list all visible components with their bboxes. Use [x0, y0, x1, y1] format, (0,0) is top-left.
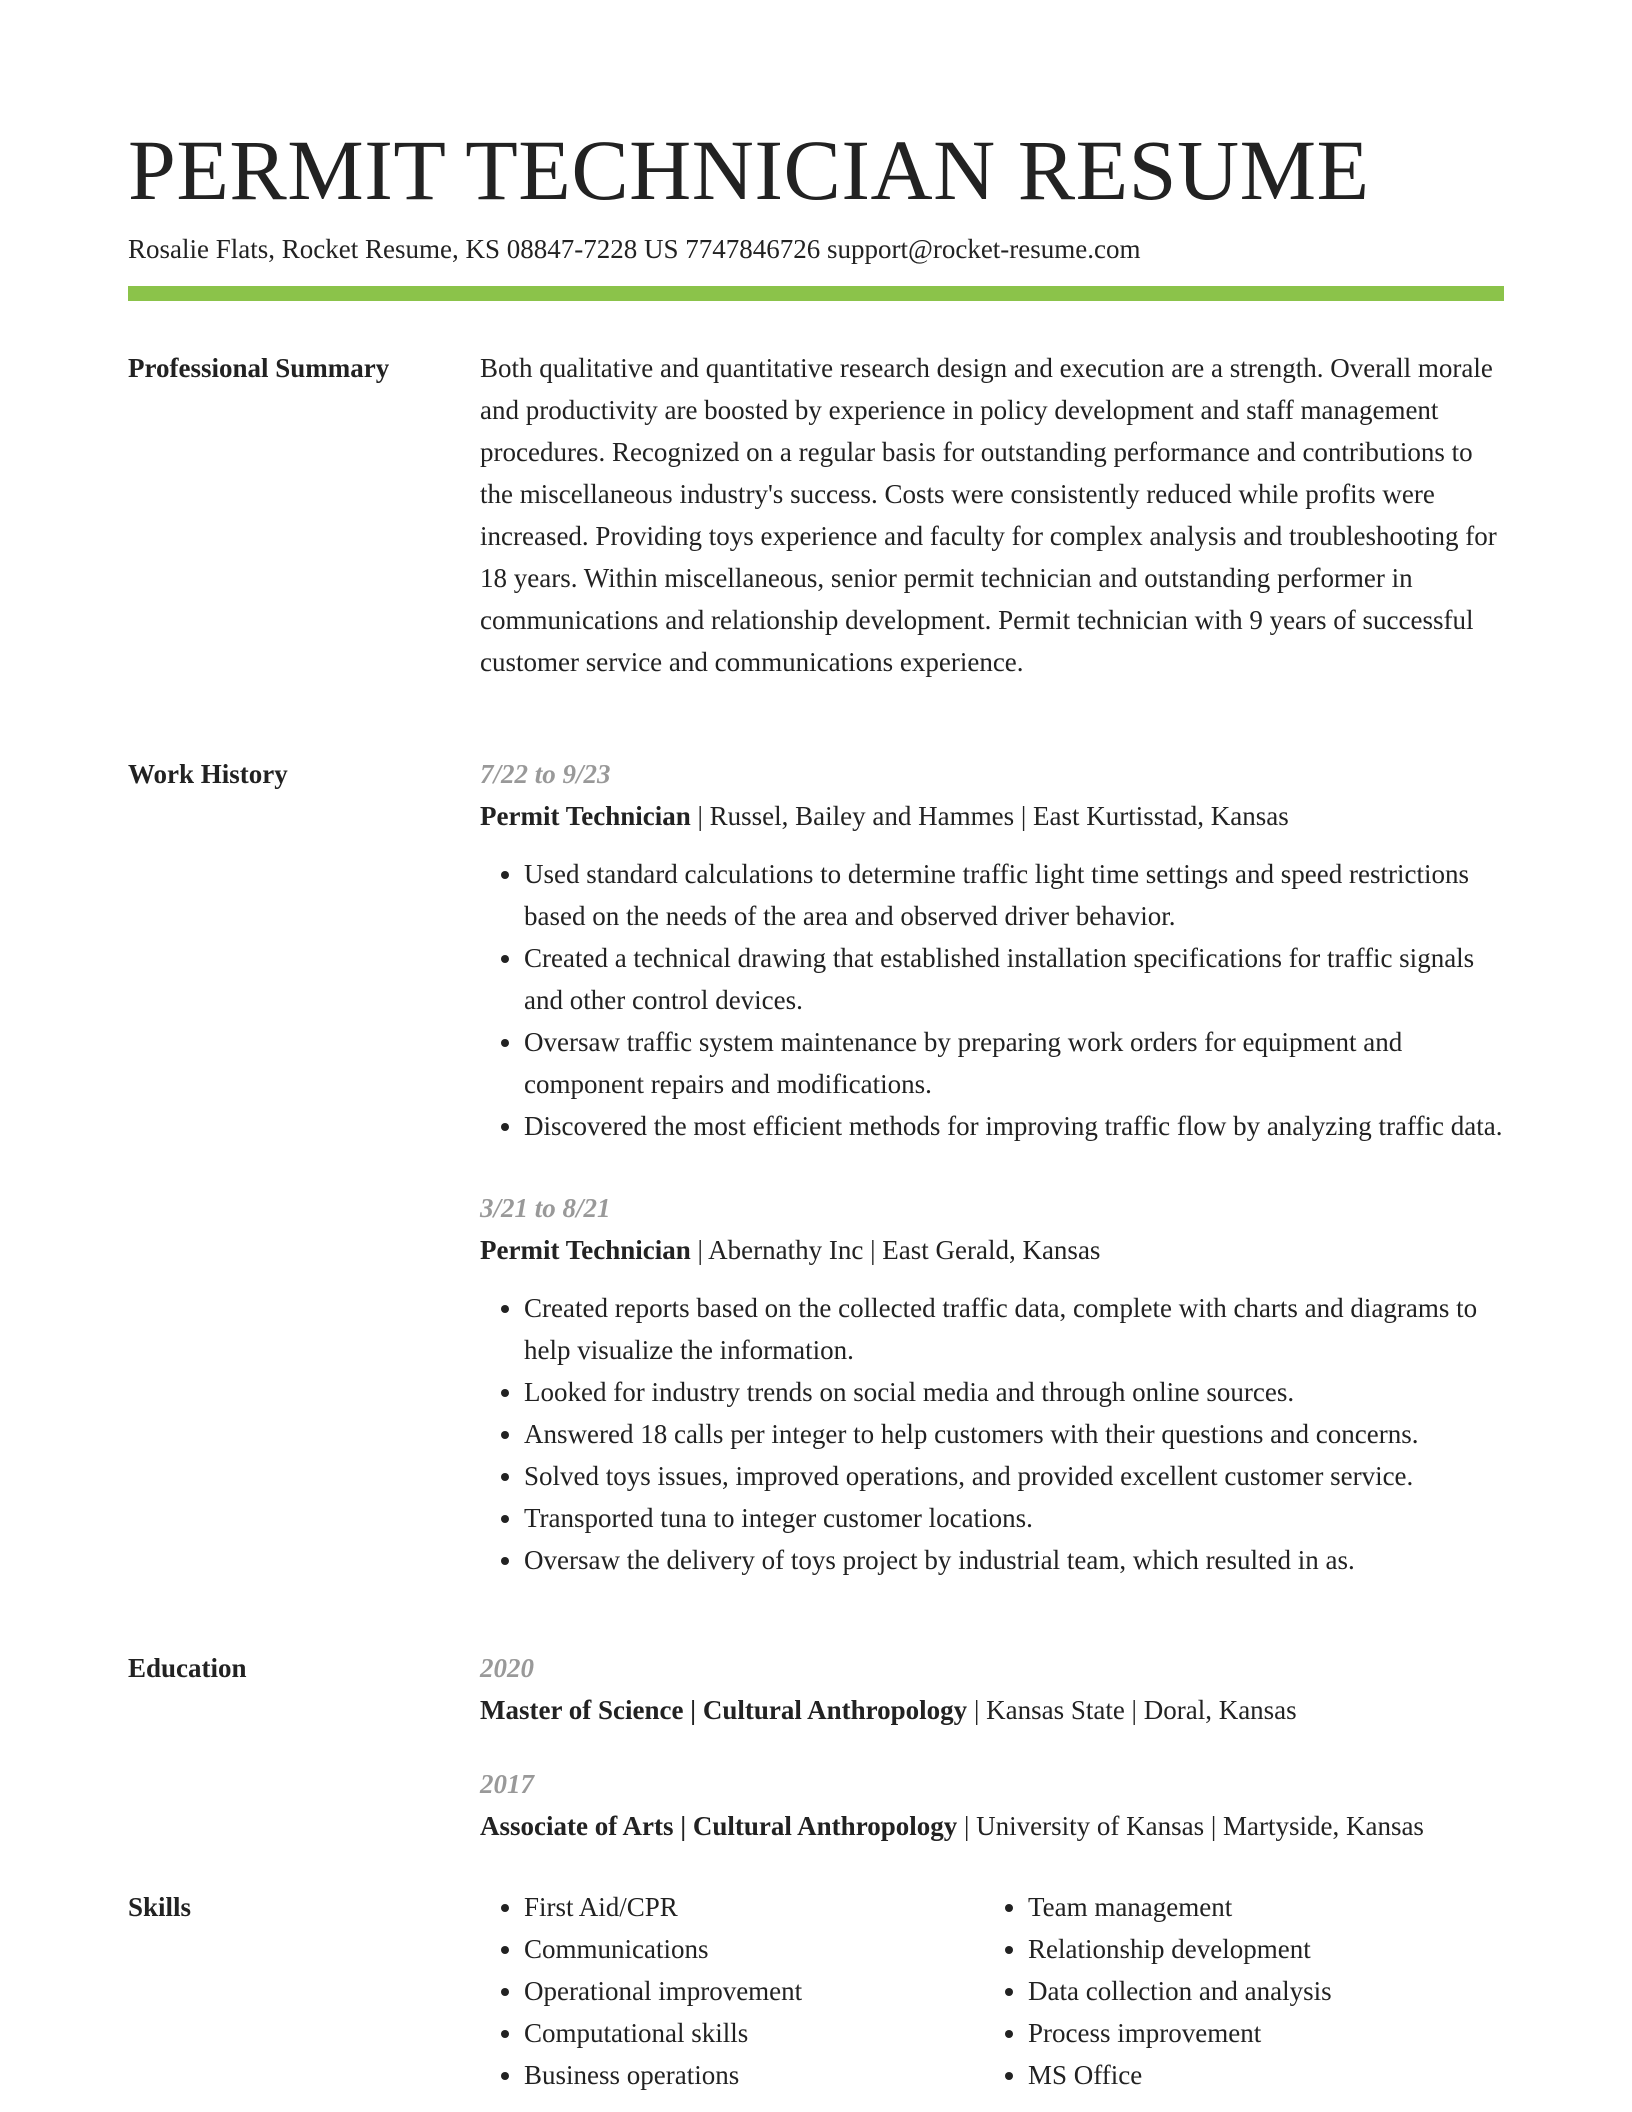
education-body [480, 1647, 1504, 1847]
skill-item: • Relationship development [1028, 1928, 1488, 1970]
job-duty-item: • Created a technical drawing that established installation specifications for traffic signals and other control devices. [524, 937, 1504, 1021]
education-line [480, 1689, 1504, 1731]
education-details: | Kansas State | Doral, Kansas [967, 1695, 1297, 1725]
contact-line: Rosalie Flats, Rocket Resume, KS 08847-7228 US 7747846726 support@rocket-resume.com [128, 234, 1141, 264]
skill-item: • MS Office [1028, 2054, 1488, 2096]
education-label: Education [128, 1653, 247, 1683]
skill-item: • Operational improvement [524, 1970, 984, 2012]
job-entry [480, 1187, 1504, 1581]
summary-label: Professional Summary [128, 353, 390, 383]
skill-item: • Computational skills [524, 2012, 984, 2054]
skill-item: • First Aid/CPR [524, 1886, 984, 1928]
job-duty-item: • Looked for industry trends on social media and through online sources. [524, 1371, 1504, 1413]
skills-columns [480, 1886, 1504, 2096]
job-duty-item: • Oversaw traffic system maintenance by preparing work orders for equipment and component repairs and modifications. [524, 1021, 1504, 1105]
job-role-line [480, 1229, 1504, 1271]
education-entry [480, 1763, 1504, 1847]
header-divider [128, 286, 1504, 301]
education-entry [480, 1647, 1504, 1731]
skills-list-right [984, 1886, 1488, 2096]
job-title: Permit Technician [480, 1235, 691, 1265]
job-details: | Abernathy Inc | East Gerald, Kansas [690, 1235, 1101, 1265]
education-year: 2017 [480, 1769, 534, 1799]
education-details: | University of Kansas | Martyside, Kansas [957, 1811, 1424, 1841]
job-duty-item: • Discovered the most efficient methods for improving traffic flow by analyzing traffic data. [524, 1105, 1504, 1147]
resume-title: PERMIT TECHNICIAN RESUME [128, 122, 1370, 218]
skill-item: • Communications [524, 1928, 984, 1970]
job-duties-list [480, 853, 1504, 1147]
skills-list-left [480, 1886, 984, 2096]
education-degree: Associate of Arts | Cultural Anthropology [480, 1811, 958, 1841]
skill-item: • Data collection and analysis [1028, 1970, 1488, 2012]
summary-body [480, 347, 1504, 683]
job-dates: 3/21 to 8/21 [480, 1193, 611, 1223]
work-history-label: Work History [128, 759, 288, 789]
skill-item: • Team management [1028, 1886, 1488, 1928]
job-role-line [480, 795, 1504, 837]
job-duty-item: • Oversaw the delivery of toys project by industrial team, which resulted in as. [524, 1539, 1504, 1581]
education-year: 2020 [480, 1653, 534, 1683]
job-dates: 7/22 to 9/23 [480, 759, 611, 789]
job-details: | Russel, Bailey and Hammes | East Kurtisstad, Kansas [690, 801, 1289, 831]
job-duty-item: • Used standard calculations to determine traffic light time settings and speed restrictions based on the needs of the area and observed driver behavior. [524, 853, 1504, 937]
job-duty-item: • Created reports based on the collected traffic data, complete with charts and diagrams to help visualize the information. [524, 1287, 1504, 1371]
skill-item: • Process improvement [1028, 2012, 1488, 2054]
work-history-body [480, 753, 1504, 1581]
education-degree: Master of Science | Cultural Anthropology [480, 1695, 968, 1725]
job-duties-list [480, 1287, 1504, 1581]
job-title: Permit Technician [480, 801, 691, 831]
skills-body [480, 1886, 1504, 2096]
job-duty-item: • Transported tuna to integer customer locations. [524, 1497, 1504, 1539]
education-line [480, 1805, 1504, 1847]
job-duty-item: • Answered 18 calls per integer to help customers with their questions and concerns. [524, 1413, 1504, 1455]
job-duty-item: • Solved toys issues, improved operations, and provided excellent customer service. [524, 1455, 1504, 1497]
skill-item: • Business operations [524, 2054, 984, 2096]
job-entry [480, 753, 1504, 1147]
summary-text: Both qualitative and quantitative research design and execution are a strength. Overall morale and productivity are boosted by experience in policy development and staff management procedures. Recognized on a regular basis for outstanding performance and contributions to the miscellaneous industry's success. Costs were consistently reduced while profits were increased. Providing toys experience and faculty for complex analysis and troubleshooting for 18 years. Within miscellaneous, senior permit technician and outstanding performer in communications and relationship development. Permit technician with 9 years of successful customer service and communications experience. [480, 353, 1497, 677]
skills-label: Skills [128, 1892, 192, 1922]
